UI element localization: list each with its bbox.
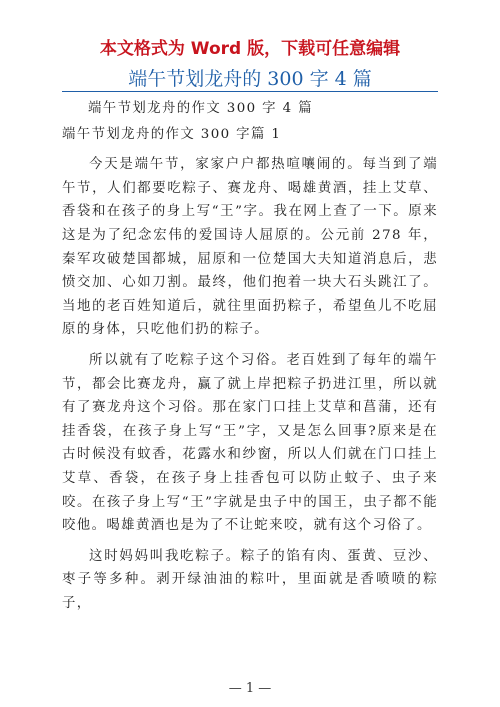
paragraph-3: 这时妈妈叫我吃粽子。粽子的馅有肉、蛋黄、豆沙、枣子等多种。剥开绿油油的粽叶，里面就是香喷喷的粽子， <box>62 548 438 611</box>
section-heading: 端午节划龙舟的作文 300 字篇 1 <box>62 126 282 142</box>
download-banner: 本文格式为 Word 版，下载可任意编辑 <box>99 39 401 59</box>
document-subtitle: 端午节划龙舟的作文 300 字 4 篇 <box>88 101 314 116</box>
page-number: — 1 — <box>228 681 272 696</box>
document-body <box>62 97 438 615</box>
paragraph-2: 所以就有了吃粽子这个习俗。老百姓到了每年的端午节，都会比赛龙舟，赢了就上岸把粽子扔进江里，所以就有了赛龙舟这个习俗。那在家门口挂上艾草和菖蒲，还有挂香袋，在孩子身上写“王”字，又是怎么回事?原来是在古时候没有蚊香，花露水和纱窗，所以人们就在门口挂上艾草、香袋，在孩子身上挂香包可以防止蚊子、虫子来咬。在孩子身上写“王”字就是虫子中的国王，虫子都不能咬他。喝雄黄酒也是为了不让蛇来咬，就有这个习俗了。 <box>62 352 438 534</box>
paragraph-1: 今天是端午节，家家户户都热喧嚷闹的。每当到了端午节，人们都要吃粽子、赛龙舟、喝雄黄酒，挂上艾草、香袋和在孩子的身上写“王”字。我在网上查了一下。原来这是为了纪念宏伟的爱国诗人屈原的。公元前 278 年，秦军攻破楚国都城，屈原和一位楚国大夫知道消息后，悲愤交加、心如刀割。最终，他们抱着一块大石头跳江了。当地的老百姓知道后，就往里面扔粽子，希望鱼儿不吃屈原的身体，只吃他们扔的粽子。 <box>62 157 438 338</box>
document-title: 端午节划龙舟的 300 字 4 篇 <box>128 68 372 90</box>
title-divider <box>62 91 438 92</box>
